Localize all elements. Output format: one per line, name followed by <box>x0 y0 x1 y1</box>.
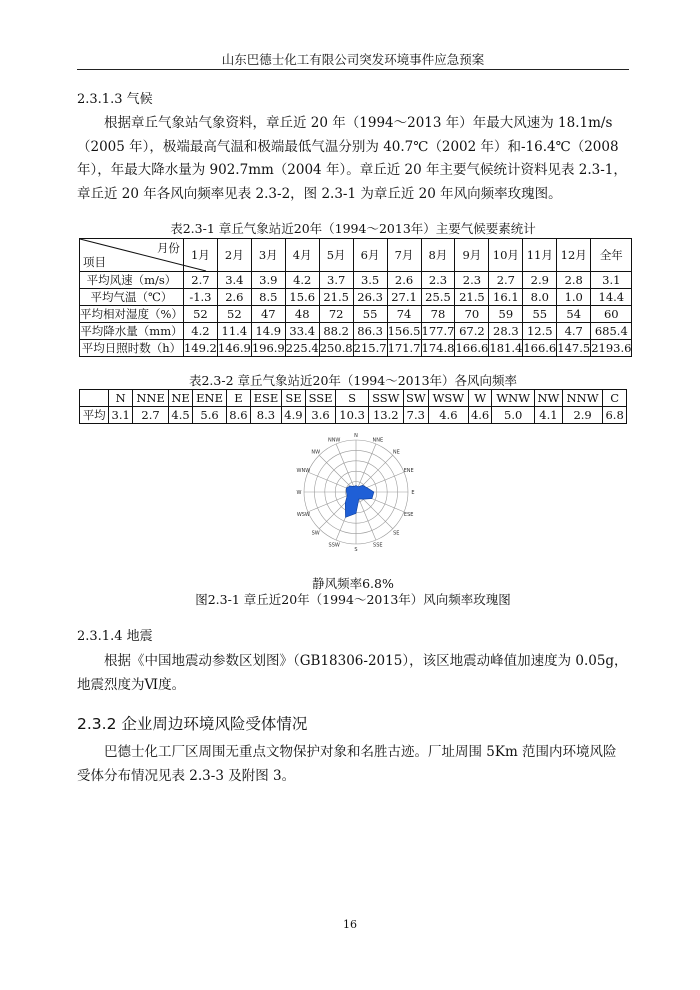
table-cell: 2.3 <box>455 272 489 289</box>
column-header: NE <box>169 390 193 407</box>
row-label: 平均降水量（mm） <box>80 324 183 338</box>
table-cell: 48 <box>285 306 319 323</box>
table-cell: 2.9 <box>562 407 602 424</box>
direction-label-se: SE <box>393 530 400 537</box>
table-cell: 12.5 <box>523 323 557 340</box>
table-cell: 2193.6 <box>591 341 632 355</box>
column-header: 7月 <box>387 239 421 272</box>
table-cell: 225.4 <box>285 341 319 355</box>
figure-caption: 图2.3-1 章丘近20年（1994～2013年）风向频率玫瑰图 <box>195 592 511 607</box>
direction-label-sw: SW <box>311 530 320 537</box>
table-cell: 59 <box>489 306 523 323</box>
table-cell: 21.5 <box>319 289 353 306</box>
direction-label-nne: NNE <box>372 437 384 444</box>
table-cell: 8.6 <box>227 407 251 424</box>
table-cell: 215.7 <box>353 341 387 355</box>
table-cell: 2.3 <box>421 272 455 289</box>
table-cell: 47 <box>251 306 285 323</box>
column-header: 1月 <box>183 239 217 272</box>
table-cell: 55 <box>353 306 387 323</box>
calm-frequency-label: 静风频率6.8% <box>312 576 394 591</box>
table-cell: 8.5 <box>251 289 285 306</box>
table-cell: 4.2 <box>183 323 217 340</box>
table-cell: 14.4 <box>591 289 632 306</box>
table-cell: 2.6 <box>387 272 421 289</box>
column-header: NNE <box>133 390 169 407</box>
column-header: W <box>468 390 492 407</box>
column-header: 12月 <box>557 239 591 272</box>
table-corner-cell <box>80 239 184 272</box>
table-cell: 4.2 <box>285 272 319 289</box>
table-cell: 3.7 <box>319 272 353 289</box>
table-cell: 2.6 <box>217 289 251 306</box>
table-cell: 3.9 <box>251 272 285 289</box>
table-row <box>80 306 632 323</box>
column-header: 11月 <box>523 239 557 272</box>
table-cell: 4.7 <box>557 323 591 340</box>
table-cell: 52 <box>183 306 217 323</box>
table-corner-cell <box>80 390 109 407</box>
table-cell: 146.9 <box>217 341 251 355</box>
table-cell: 15.6 <box>285 289 319 306</box>
table2-caption: 表2.3-2 章丘气象站近20年（1994～2013年）各风向频率 <box>188 373 518 388</box>
table-cell: 196.9 <box>251 341 285 355</box>
earthquake-paragraph: 根据《中国地震动参数区划图》（GB18306-2015），该区地震动峰值加速度为 0.05g，地震烈度为Ⅵ度。 <box>77 653 628 693</box>
column-header: SE <box>282 390 306 407</box>
table-cell: 3.6 <box>305 407 336 424</box>
table-cell: 3.4 <box>217 272 251 289</box>
table-row <box>80 407 627 424</box>
table-cell: 72 <box>319 306 353 323</box>
column-header: NNW <box>562 390 602 407</box>
section-heading-risk-receptors: 2.3.2 企业周边环境风险受体情况 <box>77 715 308 733</box>
table-cell: 28.3 <box>489 323 523 340</box>
direction-label-ssw: SSW <box>328 542 340 549</box>
table-cell: 27.1 <box>387 289 421 306</box>
table-row <box>80 289 632 306</box>
row-label: 平均气温（℃） <box>80 289 184 306</box>
table-cell: 74 <box>387 306 421 323</box>
table-cell: 147.5 <box>557 341 591 355</box>
table-cell: 156.5 <box>387 324 421 338</box>
column-header: E <box>227 390 251 407</box>
table-cell: 149.2 <box>183 341 217 355</box>
direction-label-ese: ESE <box>403 511 414 518</box>
table-cell: 166.6 <box>455 341 489 355</box>
table-cell: 8.3 <box>250 407 281 424</box>
table-cell: 7.3 <box>403 407 428 424</box>
direction-label-nnw: NNW <box>327 437 341 444</box>
column-header: N <box>109 390 133 407</box>
corner-label-month: 月份 <box>156 241 180 255</box>
table-cell: 4.6 <box>468 407 492 424</box>
page-header-title: 山东巴德士化工有限公司突发环境事件应急预案 <box>221 52 485 67</box>
table-cell: 4.9 <box>282 407 306 424</box>
column-header: 6月 <box>353 239 387 272</box>
column-header: SSE <box>305 390 336 407</box>
table-cell: 21.5 <box>455 289 489 306</box>
direction-label-sse: SSE <box>373 542 383 549</box>
table-cell: 1.0 <box>557 289 591 306</box>
risk-receptors-paragraph: 巴德士化工厂区周围无重点文物保护对象和名胜古迹。厂址周围 5Km 范围内环境风险受体分布情况见表 2.3-3 及附图 3。 <box>77 744 617 784</box>
table-cell: 8.0 <box>523 289 557 306</box>
column-header: SW <box>403 390 428 407</box>
table-cell: 16.1 <box>489 289 523 306</box>
direction-label-wsw: WSW <box>296 511 310 518</box>
table-cell: 4.6 <box>428 407 468 424</box>
table-cell: 2.8 <box>557 272 591 289</box>
wind-frequency-table <box>79 389 627 424</box>
direction-label-wnw: WNW <box>296 468 311 475</box>
table-cell: 3.5 <box>353 272 387 289</box>
table-cell: 10.3 <box>336 407 369 424</box>
table-cell: 3.1 <box>109 407 133 424</box>
table-cell: 5.0 <box>492 407 534 424</box>
column-header: 2月 <box>217 239 251 272</box>
climate-paragraph: 根据章丘气象站气象资料，章丘近 20 年（1994～2013 年）年最大风速为 18.1m/s（2005 年），极端最高气温和极端最低气温分别为 40.7℃（2002 年）和-16.4℃（2008 年），年最大降水量为 902.7mm（2004 年）。章丘近 20 年主要气候统计资料见表 2.3-1，章丘近 20 年各风向频率见表 2.3-2，图 2.3-1 为章丘近 20 年风向频率玫瑰图。 <box>77 115 627 202</box>
direction-label-e: E <box>411 490 415 496</box>
table-cell: 174.8 <box>421 341 455 355</box>
table-cell: 3.1 <box>591 272 632 289</box>
table-cell: 4.1 <box>534 407 562 424</box>
table-cell: 2.9 <box>523 272 557 289</box>
column-header: 3月 <box>251 239 285 272</box>
wind-rose-chart <box>298 432 414 572</box>
table-cell: 171.7 <box>387 341 421 355</box>
section-heading-earthquake: 2.3.1.4 地震 <box>77 629 153 644</box>
section-heading-climate: 2.3.1.3 气候 <box>77 92 153 107</box>
column-header: S <box>336 390 369 407</box>
table-cell: -1.3 <box>183 289 217 306</box>
table-cell: 33.4 <box>285 323 319 340</box>
column-header: NW <box>534 390 562 407</box>
table-cell: 70 <box>455 306 489 323</box>
row-label: 平均风速（m/s） <box>80 272 184 289</box>
column-header: 4月 <box>285 239 319 272</box>
climate-table-header-row <box>80 239 632 272</box>
table-row <box>80 340 632 357</box>
direction-label-n: N <box>354 433 358 439</box>
table-row <box>80 272 632 289</box>
direction-label-ne: NE <box>392 449 400 456</box>
table-cell: 4.5 <box>169 407 193 424</box>
column-header: ESE <box>250 390 281 407</box>
table-cell: 181.4 <box>489 341 523 355</box>
header-divider <box>77 69 629 70</box>
table-cell: 26.3 <box>353 289 387 306</box>
table-cell: 67.2 <box>455 323 489 340</box>
column-header: WSW <box>428 390 468 407</box>
table-cell: 166.6 <box>523 341 557 355</box>
table-cell: 685.4 <box>591 323 632 340</box>
table-cell: 5.6 <box>192 407 226 424</box>
direction-label-s: S <box>354 547 358 553</box>
column-header: 9月 <box>455 239 489 272</box>
table-cell: 14.9 <box>251 323 285 340</box>
climate-table <box>79 238 632 357</box>
page-number: 16 <box>343 918 357 931</box>
table-cell: 2.7 <box>133 407 169 424</box>
table-cell: 54 <box>557 306 591 323</box>
table-cell: 52 <box>217 306 251 323</box>
table-cell: 86.3 <box>353 323 387 340</box>
column-header: SSW <box>368 390 403 407</box>
table-cell: 25.5 <box>421 289 455 306</box>
table-cell: 78 <box>421 306 455 323</box>
table-cell: 60 <box>591 306 632 323</box>
row-label: 平均日照时数（h） <box>80 340 184 357</box>
direction-label-nw: NW <box>311 449 321 456</box>
table-cell: 11.4 <box>217 323 251 340</box>
column-header: 5月 <box>319 239 353 272</box>
table-cell: 250.8 <box>319 341 353 355</box>
wind-table-header-row <box>80 390 627 407</box>
row-label: 平均 <box>80 407 109 424</box>
table1-caption: 表2.3-1 章丘气象站近20年（1994～2013年）主要气候要素统计 <box>170 221 536 236</box>
corner-label-item: 项目 <box>83 255 106 269</box>
column-header: C <box>603 390 627 407</box>
table-cell: 2.7 <box>489 272 523 289</box>
column-header: 10月 <box>489 239 523 272</box>
direction-label-ene: ENE <box>403 468 414 475</box>
table-cell: 6.8 <box>603 407 627 424</box>
table-cell: 55 <box>523 306 557 323</box>
table-row <box>80 323 632 340</box>
column-header: WNW <box>492 390 534 407</box>
table-cell: 88.2 <box>319 323 353 340</box>
row-label: 平均相对湿度（%） <box>80 307 183 321</box>
table-cell: 177.7 <box>421 324 455 338</box>
column-header: 全年 <box>591 239 632 272</box>
column-header: 8月 <box>421 239 455 272</box>
table-cell: 13.2 <box>368 407 403 424</box>
column-header: ENE <box>192 390 226 407</box>
table-cell: 2.7 <box>183 272 217 289</box>
direction-label-w: W <box>296 490 302 496</box>
